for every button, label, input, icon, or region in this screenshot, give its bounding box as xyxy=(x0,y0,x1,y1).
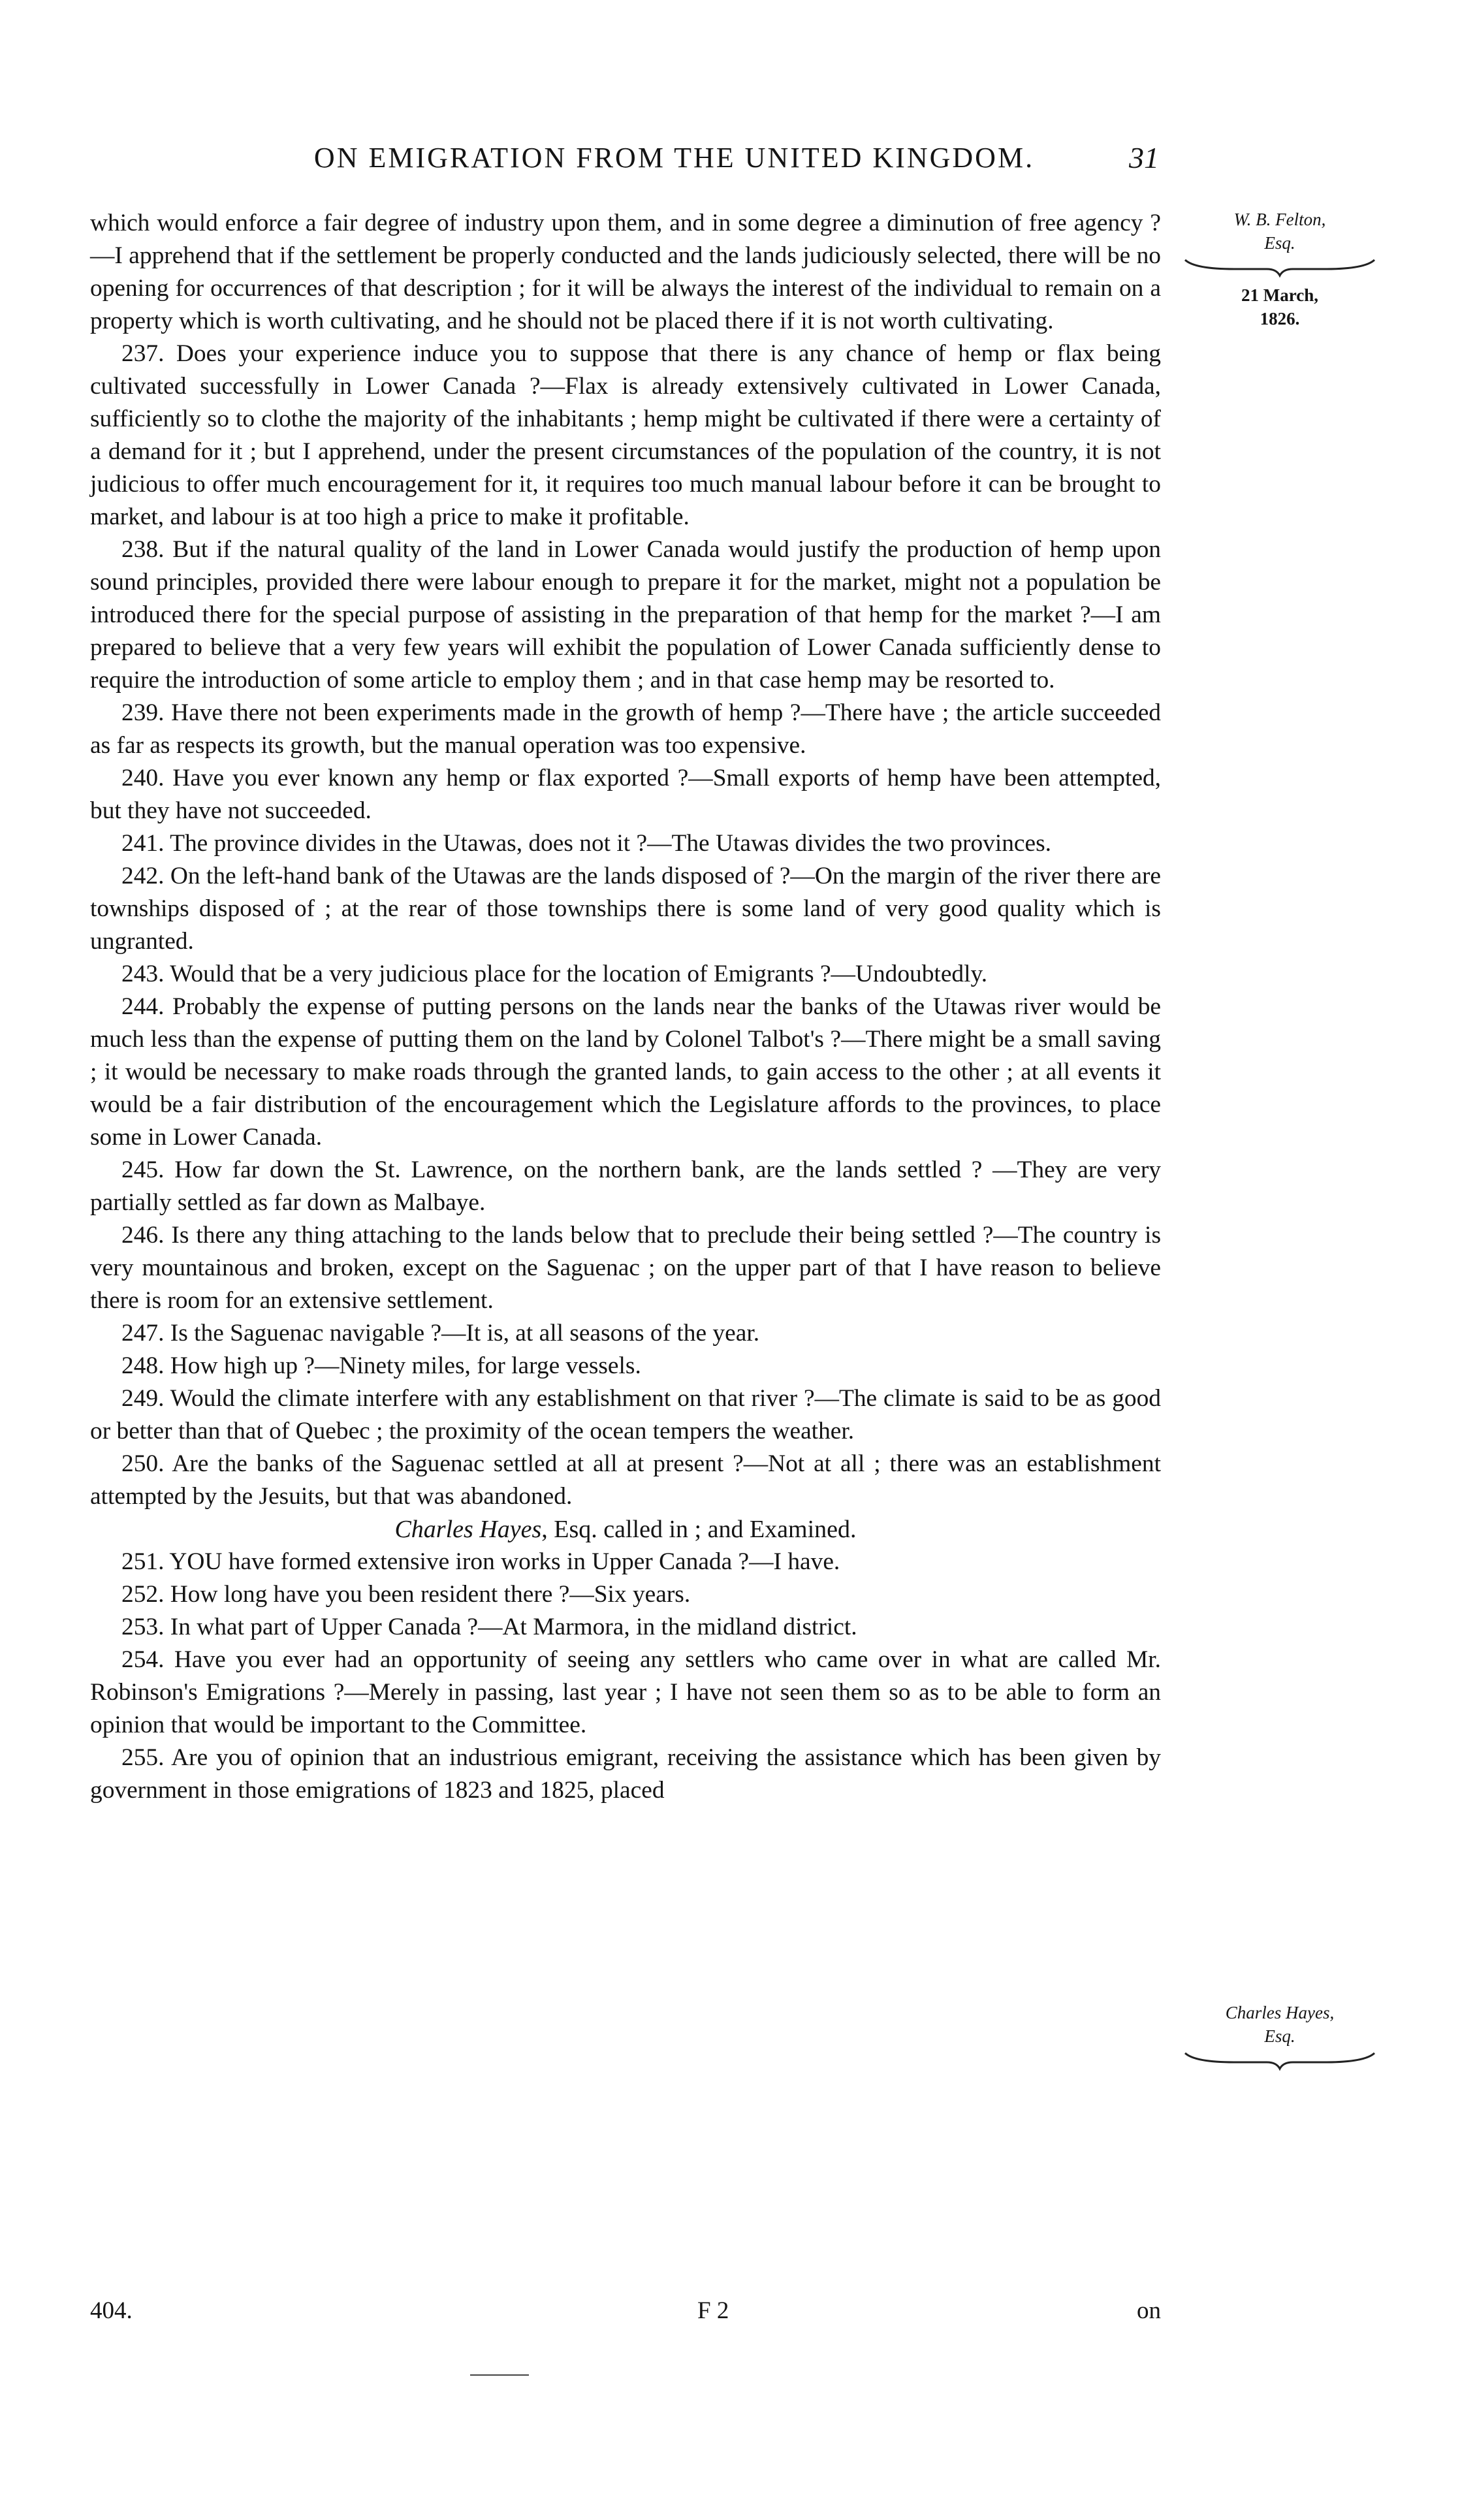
question-252: 252. How long have you been resident there ?—Six years. xyxy=(121,1581,691,1608)
question-237: 237. Does your experience induce you to suppose that there is any chance of hemp or flax being cultivated successfully in Lower Canada ?—Flax is already extensively cultivated in Lower Canada, sufficiently so to clothe the majority of the inhabitants ; hemp might be cultivated if there were a certainty of a demand for it ; but I apprehend, under the present circumstances of the population of the country, it is not judicious to offer much encouragement for it, it requires too much manual labour before it can be brought to market, and labour is at too high a price to make it profitable. xyxy=(90,340,1161,530)
question-242: 242. On the left-hand bank of the Utawas are the lands disposed of ?—On the margin of the river there are townships disposed of ; at the rear of those townships there is some land of very good quality which is ungranted. xyxy=(90,863,1161,955)
question-250: 250. Are the banks of the Saguenac settled at all at present ?—Not at all ; there was an establishment attempted by the Jesuits, but that was abandoned. xyxy=(90,1450,1161,1510)
question-241: 241. The province divides in the Utawas, does not it ?—The Utawas divides the two provinces. xyxy=(121,830,1052,857)
question-253: 253. In what part of Upper Canada ?—At Marmora, in the midland district. xyxy=(121,1614,857,1640)
question-247: 247. Is the Saguenac navigable ?—It is, at all seasons of the year. xyxy=(121,1320,760,1347)
question-254: 254. Have you ever had an opportunity of seeing any settlers who came over in what are called Mr. Robinson's Emigrations ?—Merely in passing, last year ; I have not seen them so as to be able to form an opinion that would be important to the Committee. xyxy=(90,1646,1161,1738)
margin-note-date-line1: 21 March, xyxy=(1241,285,1318,305)
question-244: 244. Probably the expense of putting persons on the lands near the banks of the Utawas river would be much less than the expense of putting them on the land by Colonel Talbot's ?—There might be a small saving ; it would be necessary to make roads through the granted lands, to gain access to the other ; at all events it would be a fair distribution of the encouragement which the Legislature affords to the provinces, to place some in Lower Canada. xyxy=(90,993,1161,1151)
witness-heading xyxy=(90,1513,1161,1546)
brace-icon xyxy=(1182,256,1378,278)
question-245: 245. How far down the St. Lawrence, on the northern bank, are the lands settled ? —They are very partially settled as far down as Malbaye. xyxy=(90,1156,1161,1216)
folio-mark: F 2 xyxy=(697,2297,729,2324)
witness-heading-rest: , Esq. called in ; and Examined. xyxy=(541,1516,857,1543)
margin-note-title: Esq. xyxy=(1264,2026,1295,2046)
body-text xyxy=(90,207,1161,1807)
catchword: on xyxy=(1137,2297,1161,2324)
margin-note-hayes xyxy=(1175,2001,1384,2077)
question-239: 239. Have there not been experiments made in the growth of hemp ?—There have ; the article succeeded as far as respects its growth, but the manual operation was too expensive. xyxy=(90,699,1161,759)
paragraph-continuation: which would enforce a fair degree of industry upon them, and in some degree a diminution of free agency ?—I apprehend that if the settlement be properly conducted and the lands judiciously selected, there will be no opening for occurrences of that description ; for it will be always the interest of the individual to remain on a property which is worth cultivating, and he should not be placed there if it is not worth cultivating. xyxy=(90,210,1161,334)
signature-mark: 404. xyxy=(90,2297,133,2324)
page-header xyxy=(189,138,1159,184)
margin-note-name: Charles Hayes, xyxy=(1225,2003,1335,2022)
witness-name: Charles Hayes xyxy=(394,1516,542,1543)
question-246: 246. Is there any thing attaching to the lands below that to preclude their being settled ?—The country is very mountainous and broken, except on the Saguenac ; on the upper part of that I have reason to believe there is room for an extensive settlement. xyxy=(90,1222,1161,1314)
page-number: 31 xyxy=(1129,141,1159,174)
question-255: 255. Are you of opinion that an industrious emigrant, receiving the assistance which has been given by government in those emigrations of 1823 and 1825, placed xyxy=(90,1744,1161,1804)
question-251: 251. YOU have formed extensive iron works in Upper Canada ?—I have. xyxy=(121,1548,840,1575)
question-249: 249. Would the climate interfere with any establishment on that river ?—The climate is said to be as good or better than that of Quebec ; the proximity of the ocean tempers the weather. xyxy=(90,1385,1161,1444)
margin-note-title: Esq. xyxy=(1264,233,1295,253)
margin-note-felton xyxy=(1175,208,1384,330)
question-238: 238. But if the natural quality of the land in Lower Canada would justify the production of hemp upon sound principles, provided there were labour enough to prepare it for the market, might not a population be introduced there for the special purpose of assisting in the preparation of that hemp for the market ?—I am prepared to believe that a very few years will exhibit the population of Lower Canada sufficiently dense to require the introduction of some article to employ them ; and in that case hemp may be resorted to. xyxy=(90,536,1161,694)
question-248: 248. How high up ?—Ninety miles, for large vessels. xyxy=(121,1352,641,1379)
margin-note-date-line2: 1826. xyxy=(1260,309,1300,328)
margin-note-name: W. B. Felton, xyxy=(1233,210,1326,229)
question-240: 240. Have you ever known any hemp or flax exported ?—Small exports of hemp have been attempted, but they have not succeeded. xyxy=(90,765,1161,824)
running-head: ON EMIGRATION FROM THE UNITED KINGDOM. xyxy=(313,142,1035,174)
page-footer xyxy=(90,2295,1161,2327)
footer-rule xyxy=(470,2374,529,2376)
brace-icon xyxy=(1182,2049,1378,2071)
question-243: 243. Would that be a very judicious place for the location of Emigrants ?—Undoubtedly. xyxy=(121,961,988,987)
